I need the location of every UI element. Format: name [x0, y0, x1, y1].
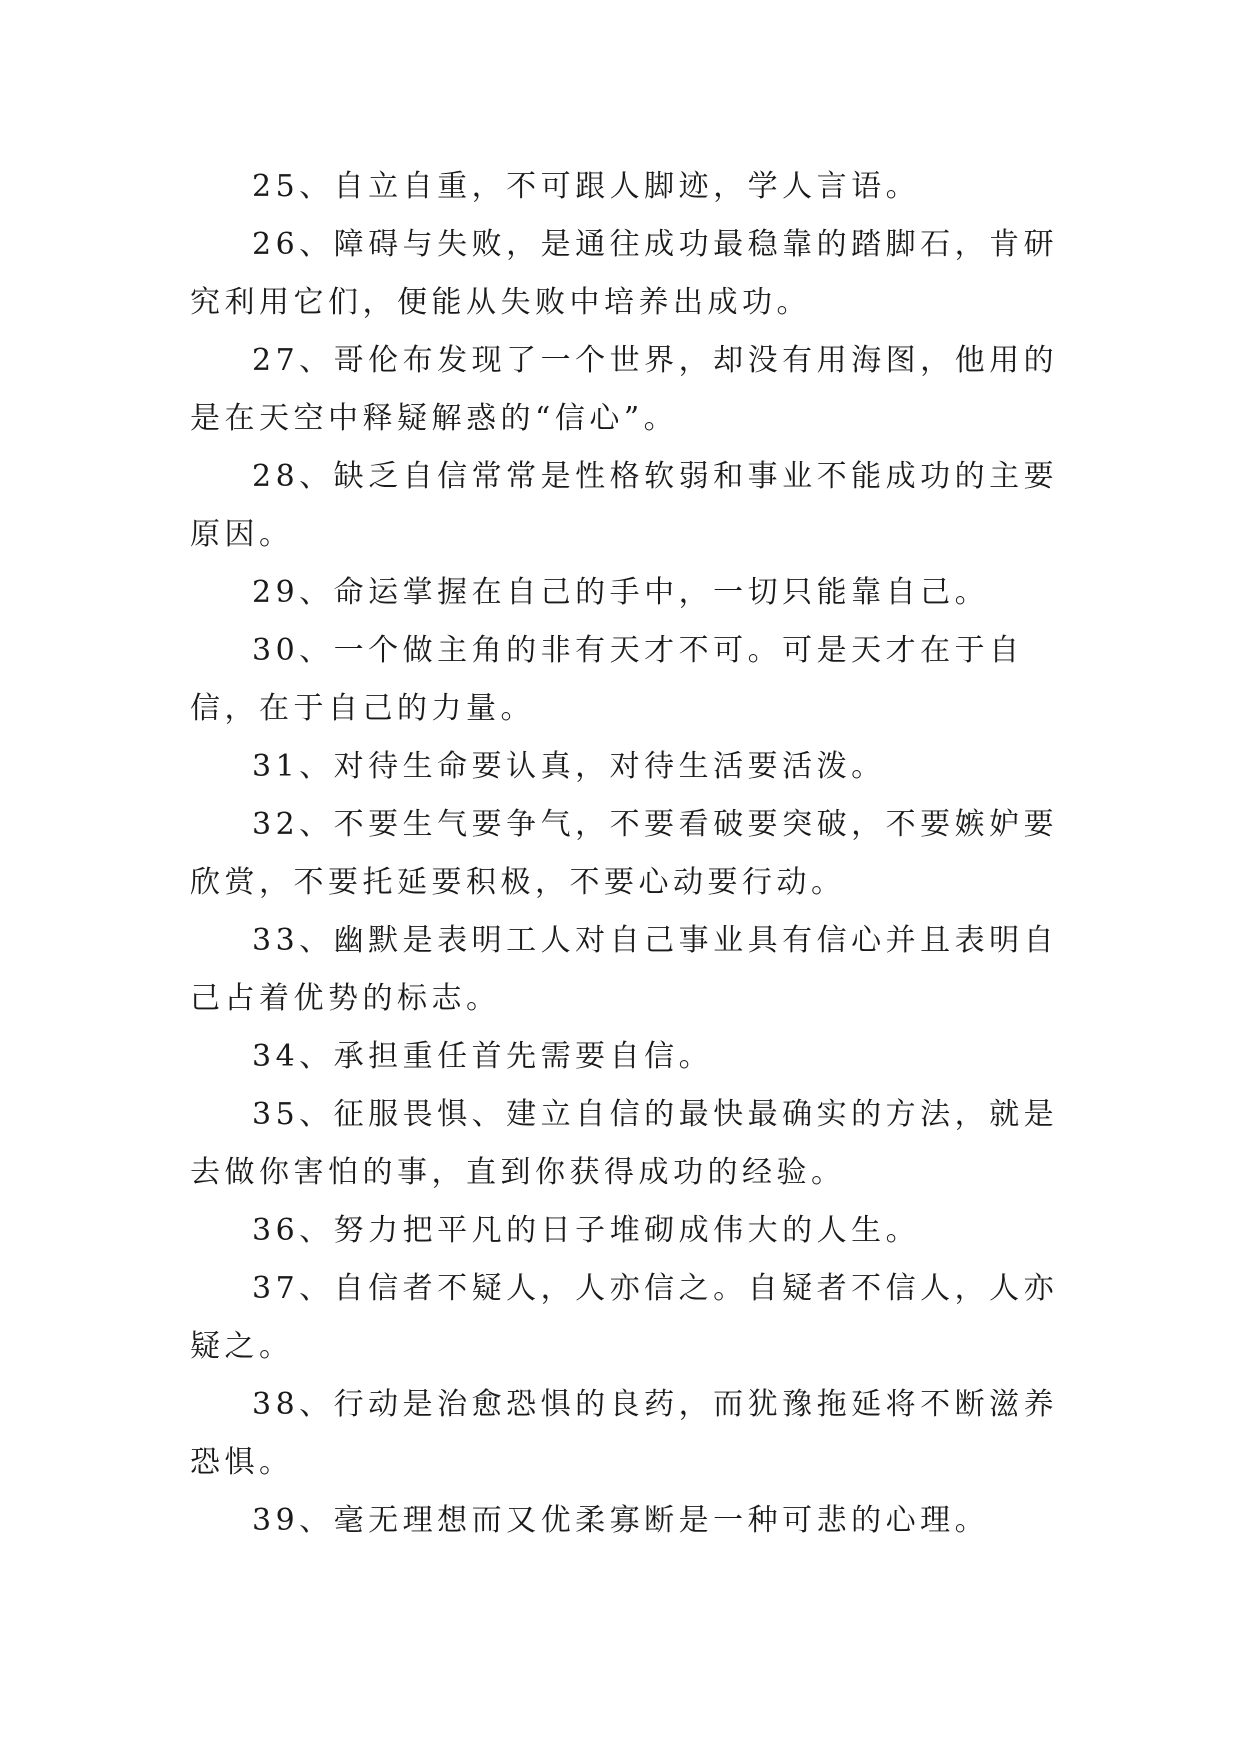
paragraph-34: 34、承担重任首先需要自信。 — [252, 1039, 714, 1074]
paragraph-26: 26、障碍与失败，是通往成功最稳靠的踏脚石，肯研究利用它们，便能从失败中培养出成功。 — [190, 227, 1059, 320]
paragraph-35: 35、征服畏惧、建立自信的最快最确实的方法，就是去做你害怕的事，直到你获得成功的经验。 — [190, 1097, 1059, 1190]
paragraph-30: 30、一个做主角的非有天才不可。可是天才在于自信，在于自己的力量。 — [190, 633, 1024, 726]
paragraph-36: 36、努力把平凡的日子堆砌成伟大的人生。 — [252, 1213, 921, 1248]
paragraph-38: 38、行动是治愈恐惧的良药，而犹豫拖延将不断滋养恐惧。 — [190, 1387, 1059, 1480]
paragraph-39: 39、毫无理想而又优柔寡断是一种可悲的心理。 — [252, 1503, 990, 1538]
paragraph-33: 33、幽默是表明工人对自己事业具有信心并且表明自己占着优势的标志。 — [190, 923, 1059, 1016]
paragraph-31: 31、对待生命要认真，对待生活要活泼。 — [252, 749, 886, 784]
paragraph-28: 28、缺乏自信常常是性格软弱和事业不能成功的主要原因。 — [190, 459, 1059, 552]
paragraph-37: 37、自信者不疑人，人亦信之。自疑者不信人，人亦疑之。 — [190, 1271, 1059, 1364]
paragraph-32: 32、不要生气要争气，不要看破要突破，不要嫉妒要欣赏，不要托延要积极，不要心动要行动。 — [190, 807, 1059, 900]
paragraph-25: 25、自立自重，不可跟人脚迹，学人言语。 — [252, 169, 921, 204]
paragraph-27: 27、哥伦布发现了一个世界，却没有用海图，他用的是在天空中释疑解惑的“信心”。 — [190, 343, 1059, 436]
document-body — [190, 158, 1060, 1550]
paragraph-29: 29、命运掌握在自己的手中，一切只能靠自己。 — [252, 575, 990, 610]
